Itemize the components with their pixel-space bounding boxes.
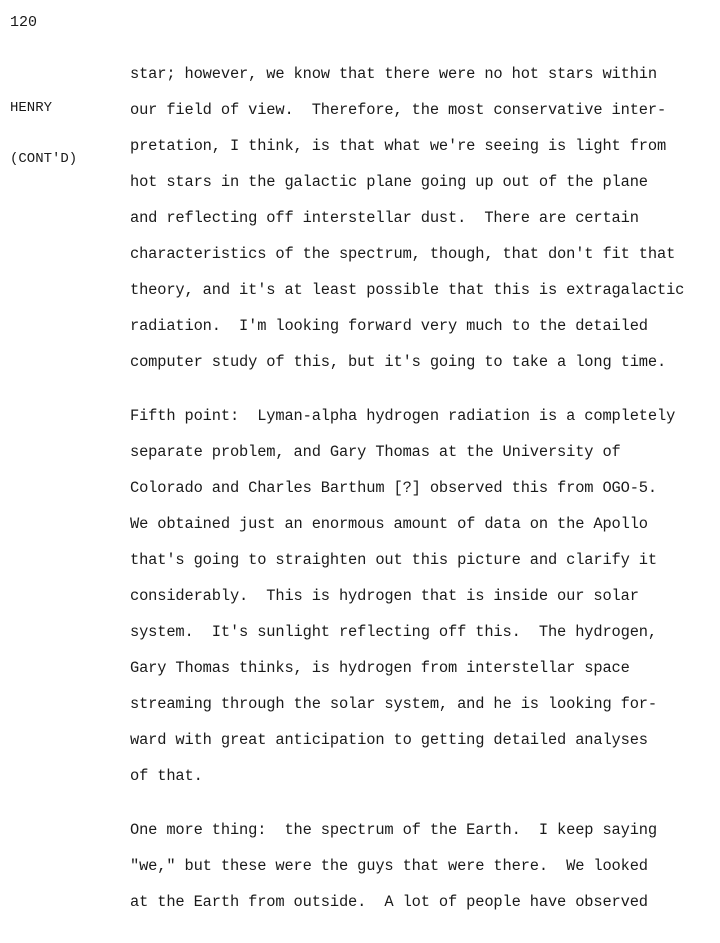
text-line: Colorado and Charles Barthum [?] observed this from OGO-5.: [130, 479, 657, 497]
text-line: that's going to straighten out this picture and clarify it: [130, 551, 657, 569]
text-line: hot stars in the galactic plane going up out of the plane: [130, 173, 648, 191]
text-line: "we," but these were the guys that were there. We looked: [130, 857, 648, 875]
text-line: at the Earth from outside. A lot of people have observed: [130, 893, 648, 911]
text-line: theory, and it's at least possible that this is extragalactic: [130, 281, 685, 299]
text-line: of that.: [130, 767, 203, 785]
text-line: radiation. I'm looking forward very much to the detailed: [130, 317, 648, 335]
text-line: separate problem, and Gary Thomas at the University of: [130, 443, 621, 461]
paragraph-2: [130, 404, 715, 800]
text-line: considerably. This is hydrogen that is inside our solar: [130, 587, 639, 605]
text-line: pretation, I think, is that what we're seeing is light from: [130, 137, 667, 155]
transcript-body: [130, 62, 715, 926]
text-line: ward with great anticipation to getting detailed analyses: [130, 731, 648, 749]
text-line: One more thing: the spectrum of the Earth. I keep saying: [130, 821, 657, 839]
speaker-continuation: (CONT'D): [10, 151, 78, 167]
speaker-name: HENRY: [10, 100, 53, 116]
page-number: 120: [10, 14, 38, 31]
paragraph-1: [130, 62, 715, 386]
text-line: We obtained just an enormous amount of data on the Apollo: [130, 515, 648, 533]
speaker-label: [10, 66, 77, 185]
paragraph-spacer: [130, 386, 715, 404]
text-line: Fifth point: Lyman-alpha hydrogen radiation is a completely: [130, 407, 676, 425]
text-line: characteristics of the spectrum, though, that don't fit that: [130, 245, 676, 263]
text-line: system. It's sunlight reflecting off this. The hydrogen,: [130, 623, 657, 641]
text-line: our field of view. Therefore, the most conservative inter-: [130, 101, 667, 119]
paragraph-spacer: [130, 800, 715, 818]
paragraph-3: [130, 818, 715, 926]
text-line: Gary Thomas thinks, is hydrogen from interstellar space: [130, 659, 630, 677]
text-line: streaming through the solar system, and he is looking for-: [130, 695, 657, 713]
text-line: and reflecting off interstellar dust. There are certain: [130, 209, 639, 227]
text-line: star; however, we know that there were no hot stars within: [130, 65, 657, 83]
text-line: computer study of this, but it's going to take a long time.: [130, 353, 667, 371]
